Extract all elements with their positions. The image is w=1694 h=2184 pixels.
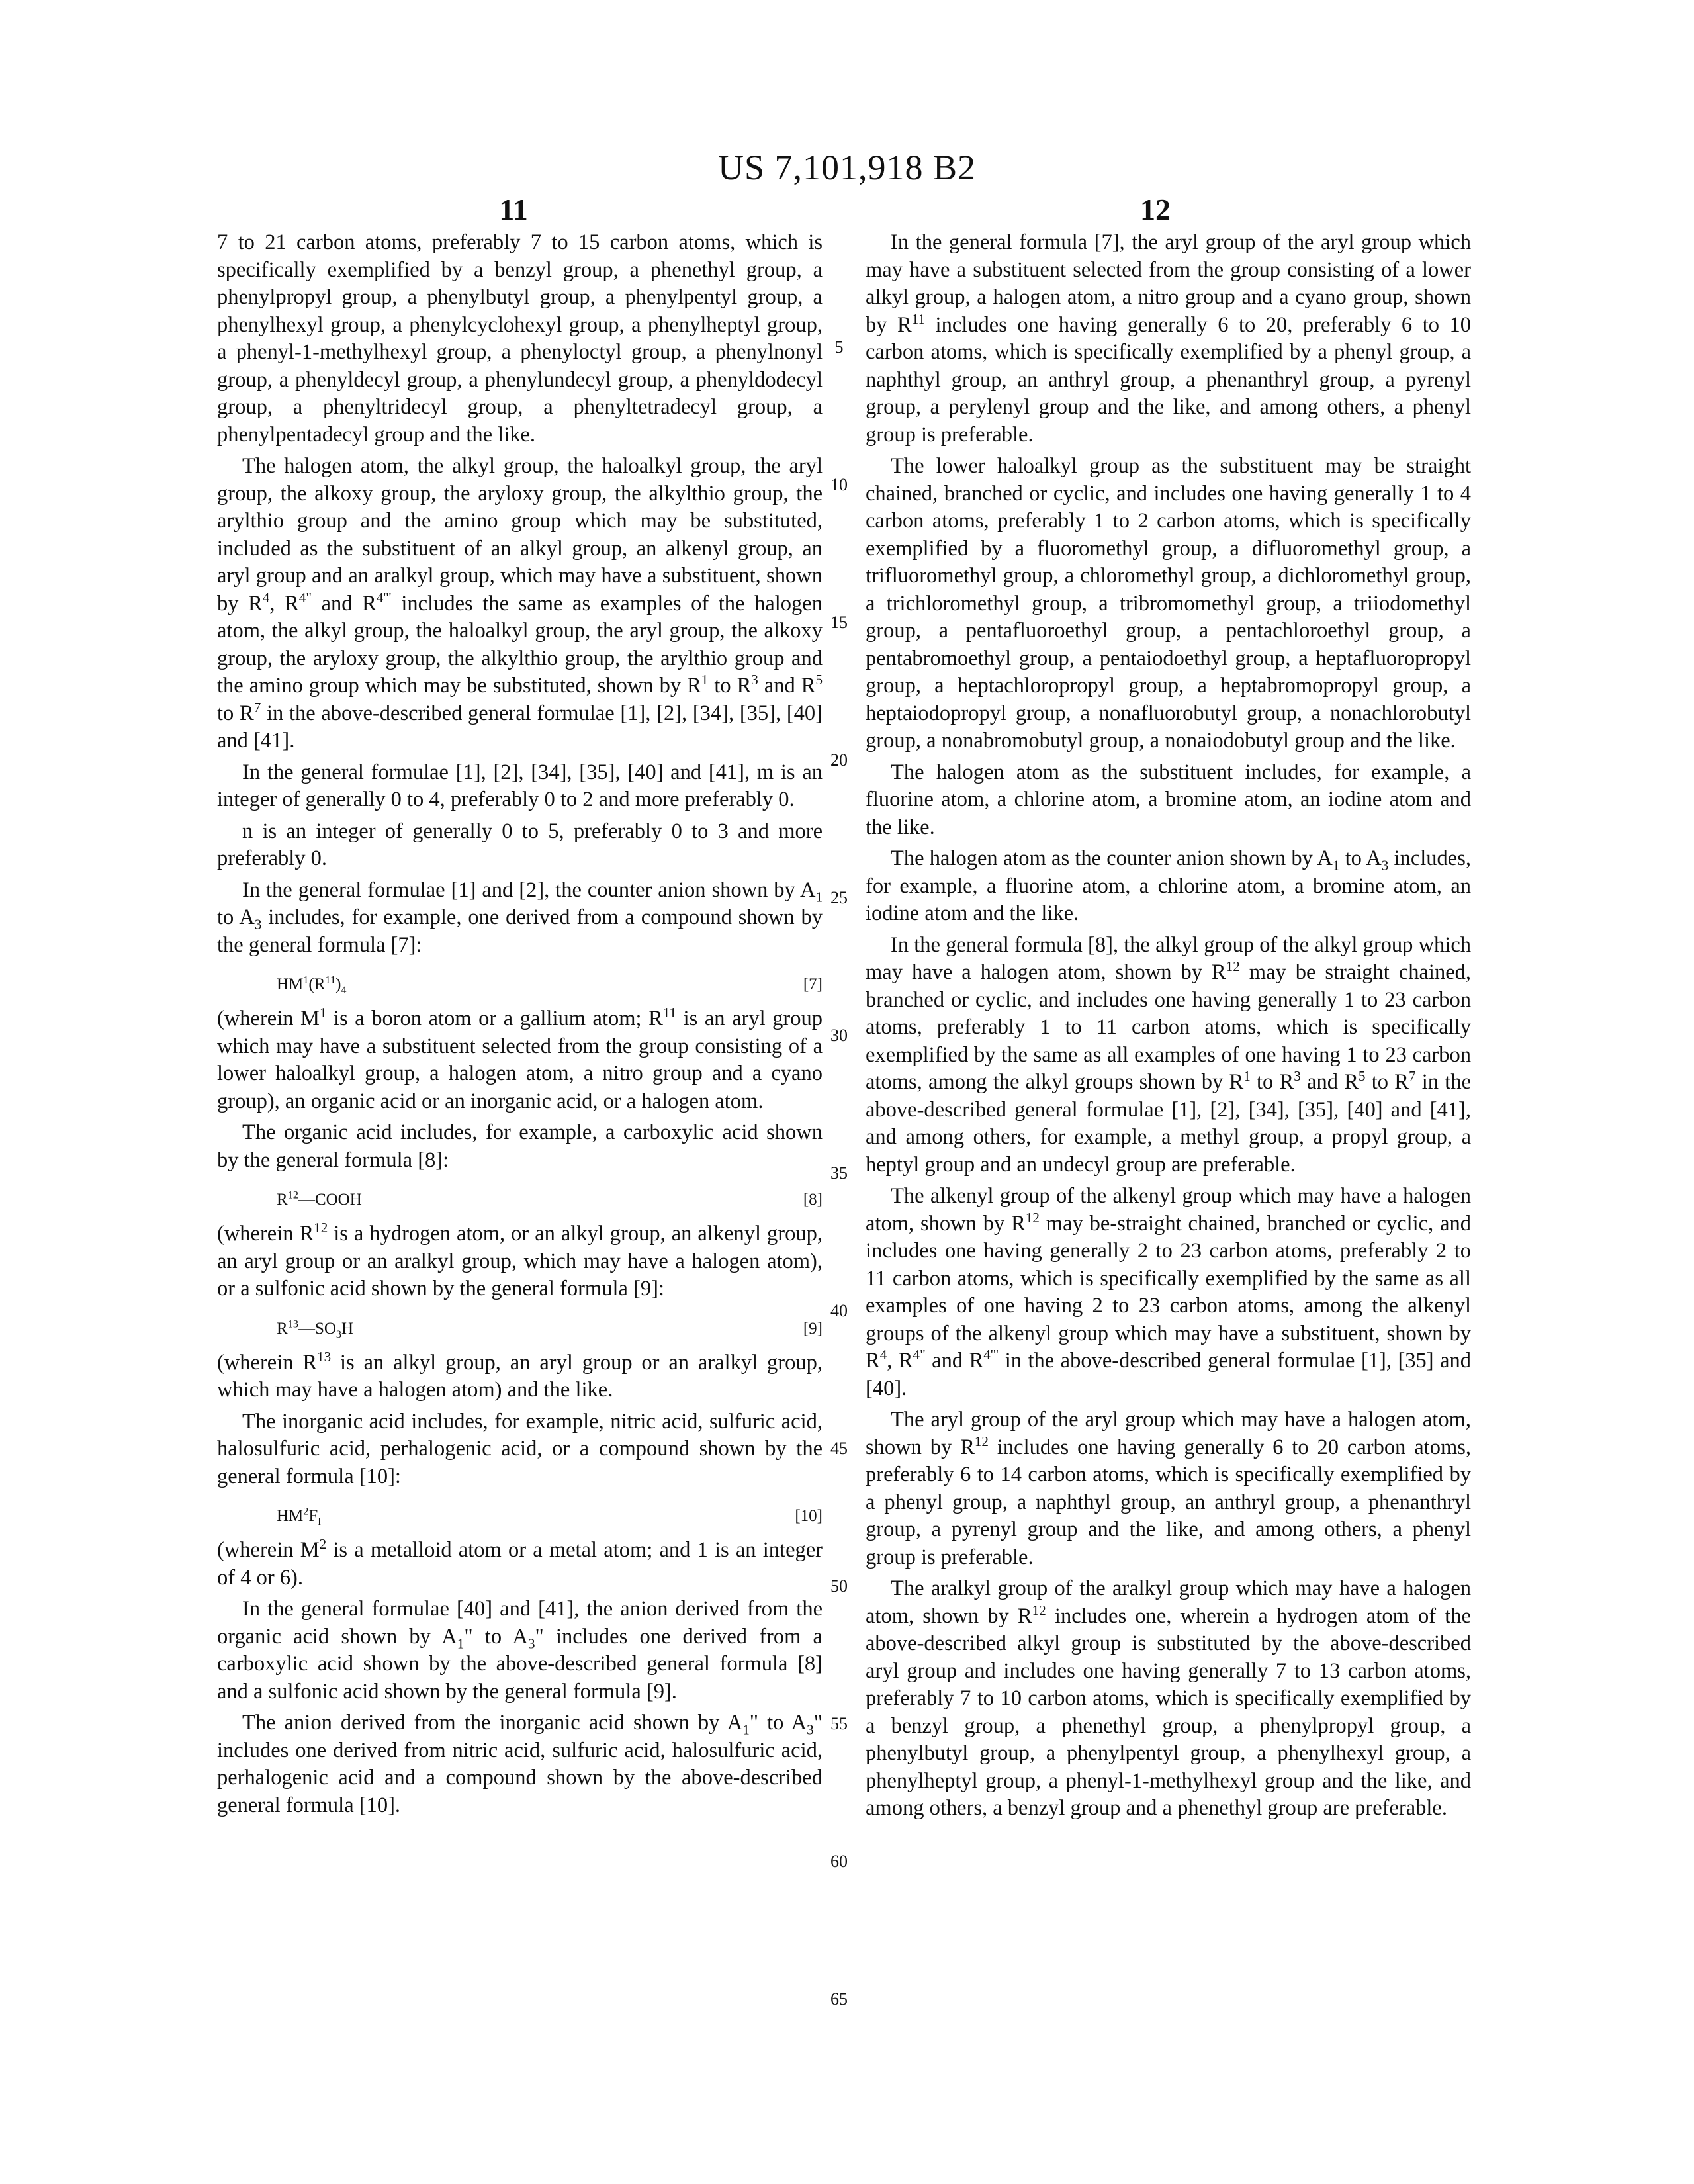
formula-number: [7] <box>803 971 823 999</box>
paragraph: The halogen atom, the alkyl group, the haloalkyl group, the aryl group, the alkoxy group, the aryloxy group, the alkylthio group, the arylthio group and the amino group which may be substituted, included as the substituent of an alkyl group, an alkenyl group, an aryl group and an aralkyl group, which may have a substituent, shown by R4, R4" and R4'" includes the same as examples of the halogen atom, the alkyl group, the haloalkyl group, the aryl group, the alkoxy group, the aryloxy group, the alkylthio group, the arylthio group and the amino group which may be substituted, shown by R1 to R3 and R5 to R7 in the above-described general formulae [1], [2], [34], [35], [40] and [41]. <box>217 453 823 755</box>
left-column <box>217 229 823 1823</box>
paragraph: The halogen atom as the substituent includes, for example, a fluorine atom, a chlorine atom, a bromine atom, an iodine atom and the like. <box>866 759 1471 842</box>
patent-number: US 7,101,918 B2 <box>0 147 1694 188</box>
line-number: 60 <box>826 1852 852 1872</box>
formula-number: [9] <box>803 1315 823 1343</box>
paragraph: In the general formulae [1] and [2], the counter anion shown by A1 to A3 includes, for example, one derived from a compound shown by the general formula [7]: <box>217 877 823 960</box>
line-number: 50 <box>826 1576 852 1596</box>
line-number: 20 <box>826 751 852 770</box>
paragraph: In the general formulae [1], [2], [34], [35], [40] and [41], m is an integer of generally 0 to 4, preferably 0 to 2 and more preferably 0. <box>217 759 823 814</box>
formula-9: R13—SO3H [9] <box>217 1307 823 1344</box>
line-number: 65 <box>826 1989 852 2009</box>
line-number: 45 <box>826 1439 852 1459</box>
paragraph: The alkenyl group of the alkenyl group which may have a halogen atom, shown by R12 may be-straight chained, branched or cyclic, and includes one having generally 2 to 23 carbon atoms, preferably 2 to 11 carbon atoms, which is specifically exemplified by the same as all examples of one having 2 to 23 carbon atoms, among the alkenyl groups of the alkenyl group which may have a substituent, shown by R4, R4" and R4'" in the above-described general formulae [1], [35] and [40]. <box>866 1183 1471 1402</box>
paragraph: (wherein R13 is an alkyl group, an aryl group or an aralkyl group, which may have a halogen atom) and the like. <box>217 1349 823 1404</box>
formula-10: HM2Fl [10] <box>217 1494 823 1531</box>
line-number: 55 <box>826 1714 852 1734</box>
column-number-left: 11 <box>447 192 580 227</box>
paragraph: The aryl group of the aryl group which may have a halogen atom, shown by R12 includes one having generally 6 to 20 carbon atoms, preferably 6 to 14 carbon atoms, which is specifically exemplified by a phenyl group, a naphthyl group, an anthryl group, a phenanthryl group, a pyrenyl group and the like, and among others, a phenyl group is preferable. <box>866 1406 1471 1571</box>
paragraph: The organic acid includes, for example, a carboxylic acid shown by the general formula [8]: <box>217 1119 823 1174</box>
paragraph: The inorganic acid includes, for example, nitric acid, sulfuric acid, halosulfuric acid, perhalogenic acid, or a compound shown by the general formula [10]: <box>217 1408 823 1491</box>
paragraph: The halogen atom as the counter anion shown by A1 to A3 includes, for example, a fluorine atom, a chlorine atom, a bromine atom, an iodine atom and the like. <box>866 845 1471 928</box>
line-number: 30 <box>826 1026 852 1046</box>
paragraph: The lower haloalkyl group as the substituent may be straight chained, branched or cyclic, and includes one having generally 1 to 4 carbon atoms, preferably 1 to 2 carbon atoms, which is specifically exemplified by a fluoromethyl group, a difluoromethyl group, a trifluoromethyl group, a chloromethyl group, a dichloromethyl group, a trichloromethyl group, a tribromomethyl group, a triiodomethyl group, a pentafluoroethyl group, a pentachloroethyl group, a pentabromoethyl group, a pentaiodoethyl group, a heptafluoropropyl group, a heptachloropropyl group, a heptabromopropyl group, a heptaiodopropyl group, a nonafluorobutyl group, a nonachlorobutyl group, a nonabromobutyl group, a nonaiodobutyl group and the like. <box>866 453 1471 755</box>
right-column <box>866 229 1471 1827</box>
line-number: 25 <box>826 888 852 908</box>
formula-number: [8] <box>803 1186 823 1214</box>
line-number: 40 <box>826 1301 852 1321</box>
paragraph: (wherein R12 is a hydrogen atom, or an alkyl group, an alkenyl group, an aryl group or an aralkyl group, which may have a halogen atom), or a sulfonic acid shown by the general formula [9]: <box>217 1220 823 1303</box>
paragraph: The aralkyl group of the aralkyl group which may have a halogen atom, shown by R12 includes one, wherein a hydrogen atom of the above-described alkyl group is substituted by the above-described aryl group and includes one having generally 7 to 13 carbon atoms, preferably 7 to 10 carbon atoms, which is specifically exemplified by a benzyl group, a phenethyl group, a phenylpropyl group, a phenylbutyl group, a phenylpentyl group, a phenylhexyl group, a phenylheptyl group, a phenyl-1-methylhexyl group and the like, and among others, a benzyl group and a phenethyl group are preferable. <box>866 1575 1471 1823</box>
formula-number: [10] <box>795 1502 823 1530</box>
paragraph: (wherein M2 is a metalloid atom or a metal atom; and 1 is an integer of 4 or 6). <box>217 1537 823 1592</box>
line-number: 15 <box>826 613 852 633</box>
paragraph: In the general formula [7], the aryl group of the aryl group which may have a substituent selected from the group consisting of a lower alkyl group, a halogen atom, a nitro group and a cyano group, shown by R11 includes one having generally 6 to 20, preferably 6 to 10 carbon atoms, which is specifically exemplified by a phenyl group, a naphthyl group, an anthryl group, a phenanthryl group, a pyrenyl group, a perylenyl group and the like, and among others, a phenyl group is preferable. <box>866 229 1471 449</box>
line-number: 5 <box>826 338 852 357</box>
paragraph: (wherein M1 is a boron atom or a gallium atom; R11 is an aryl group which may have a substituent selected from the group consisting of a lower haloalkyl group, a halogen atom, a nitro group and a cyano group), an organic acid or an inorganic acid, or a halogen atom. <box>217 1005 823 1115</box>
paragraph: 7 to 21 carbon atoms, preferably 7 to 15 carbon atoms, which is specifically exemplified by a benzyl group, a phenethyl group, a phenylpropyl group, a phenylbutyl group, a phenylpentyl group, a phenylhexyl group, a phenylcyclohexyl group, a phenylheptyl group, a phenyl-1-methylhexyl group, a phenyloctyl group, a phenylnonyl group, a phenyldecyl group, a phenylundecyl group, a phenyldodecyl group, a phenyltridecyl group, a phenyltetradecyl group, a phenylpentadecyl group and the like. <box>217 229 823 449</box>
paragraph: In the general formulae [40] and [41], the anion derived from the organic acid shown by A1" to A3" includes one derived from a carboxylic acid shown by the above-described general formula [8] and a sulfonic acid shown by the general formula [9]. <box>217 1596 823 1706</box>
formula-7: HM1(R11)4 [7] <box>217 963 823 1000</box>
line-number: 10 <box>826 475 852 495</box>
paragraph: n is an integer of generally 0 to 5, preferably 0 to 3 and more preferably 0. <box>217 818 823 873</box>
paragraph: The anion derived from the inorganic acid shown by A1" to A3" includes one derived from nitric acid, sulfuric acid, halosulfuric acid, perhalogenic acid and a compound shown by the above-described general formula [10]. <box>217 1709 823 1819</box>
line-number: 35 <box>826 1163 852 1183</box>
formula-8: R12—COOH [8] <box>217 1178 823 1215</box>
paragraph: In the general formula [8], the alkyl group of the alkyl group which may have a halogen atom, shown by R12 may be straight chained, branched or cyclic, and includes one having generally 1 to 23 carbon atoms, preferably 1 to 11 carbon atoms, which is specifically exemplified by the same as all examples of one having 1 to 23 carbon atoms, among the alkyl groups shown by R1 to R3 and R5 to R7 in the above-described general formulae [1], [2], [34], [35], [40] and [41], and among others, for example, a methyl group, a propyl group, a heptyl group and an undecyl group are preferable. <box>866 932 1471 1179</box>
column-number-right: 12 <box>1089 192 1222 227</box>
